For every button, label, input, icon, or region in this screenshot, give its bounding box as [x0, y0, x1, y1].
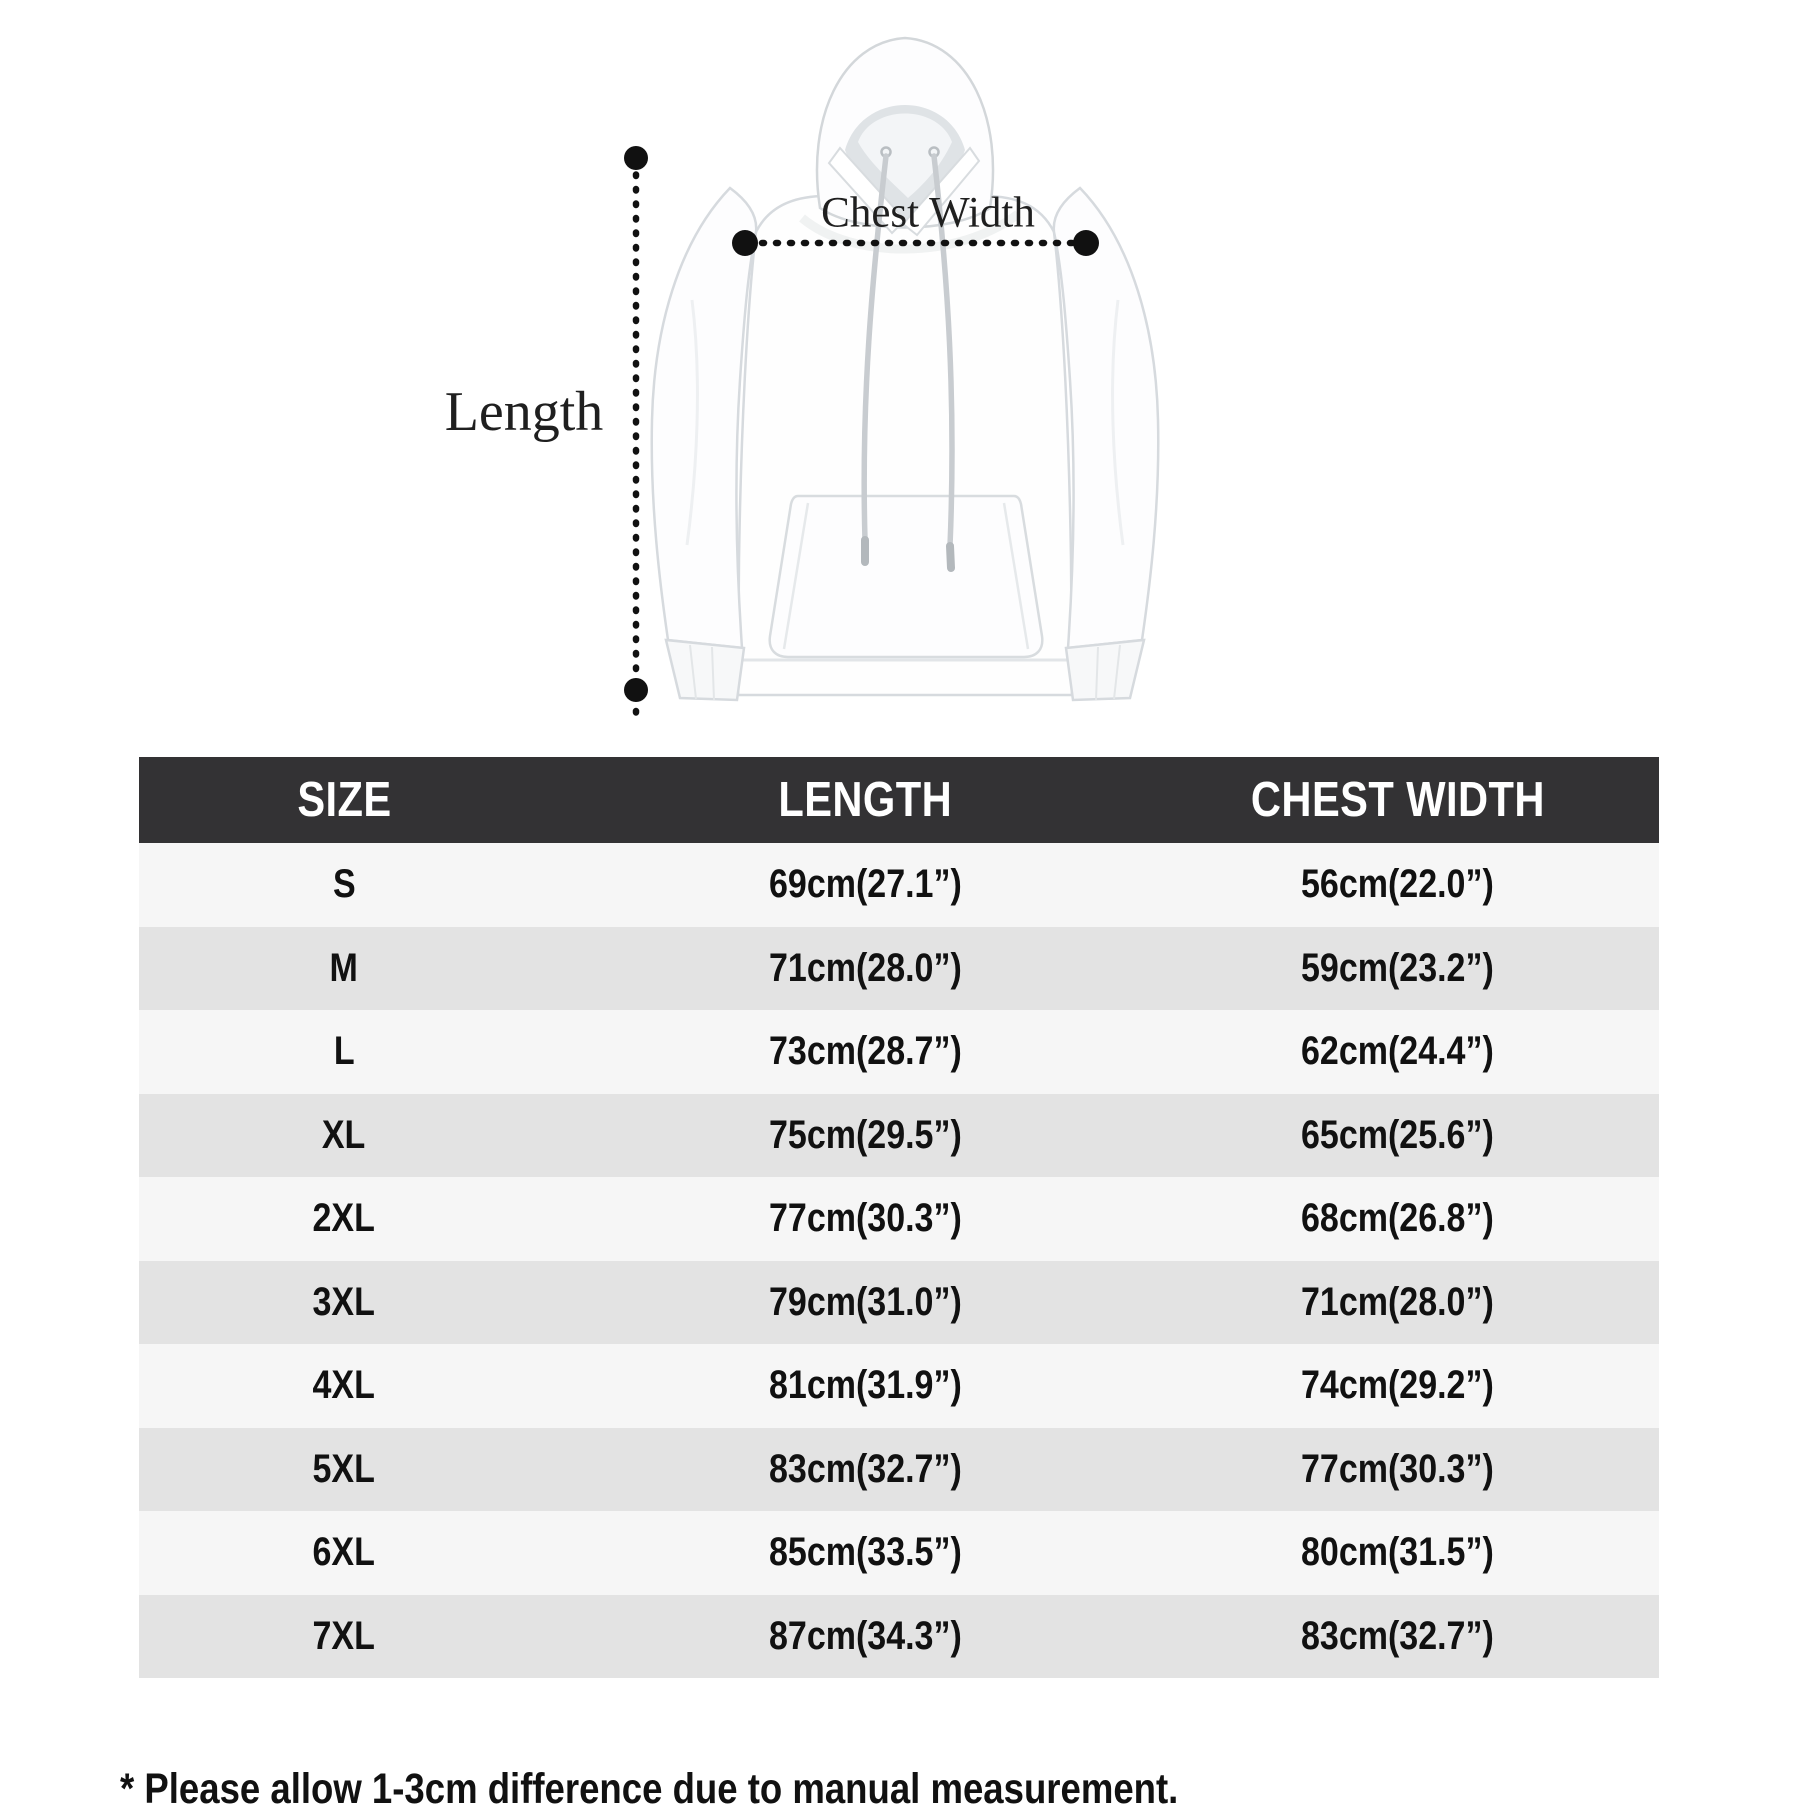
- length-cell: 73cm(28.7”): [769, 1029, 962, 1074]
- length-cell: 85cm(33.5”): [769, 1530, 962, 1575]
- chest-width-cell: 62cm(24.4”): [1301, 1029, 1494, 1074]
- length-cell: 79cm(31.0”): [769, 1279, 962, 1324]
- table-row: [139, 843, 1659, 927]
- chest-line-left-dot: [732, 230, 758, 256]
- table-row: [139, 1595, 1659, 1679]
- length-cell: 71cm(28.0”): [769, 945, 962, 990]
- table-row: [139, 1511, 1659, 1595]
- length-line-bottom-dot: [624, 678, 648, 702]
- size-cell: 6XL: [312, 1530, 376, 1575]
- hoodie-illustration: [0, 0, 1800, 760]
- size-cell: 7XL: [312, 1613, 376, 1658]
- left-cuff: [666, 640, 744, 700]
- chest-width-cell: 80cm(31.5”): [1301, 1530, 1494, 1575]
- size-cell: 5XL: [312, 1446, 376, 1491]
- table-row: [139, 1177, 1659, 1261]
- right-cuff: [1066, 640, 1144, 700]
- size-cell: M: [329, 945, 359, 990]
- measurement-disclaimer: * Please allow 1-3cm difference due to manual measurement.: [120, 1765, 1179, 1813]
- table-row: [139, 1428, 1659, 1512]
- chest-width-cell: 59cm(23.2”): [1301, 945, 1494, 990]
- length-line-top-dot: [624, 146, 648, 170]
- kangaroo-pocket: [770, 496, 1043, 657]
- chest-width-label: Chest Width: [821, 189, 1035, 237]
- length-cell: 77cm(30.3”): [769, 1196, 962, 1241]
- chest-line-right-dot: [1073, 230, 1099, 256]
- size-cell: 3XL: [312, 1279, 376, 1324]
- table-row: [139, 1010, 1659, 1094]
- table-row: [139, 1261, 1659, 1345]
- table-row: [139, 927, 1659, 1011]
- size-cell: XL: [322, 1112, 366, 1157]
- size-cell: L: [333, 1029, 355, 1074]
- length-cell: 87cm(34.3”): [769, 1613, 962, 1658]
- length-cell: 69cm(27.1”): [769, 862, 962, 907]
- table-row: [139, 1094, 1659, 1178]
- chest-width-cell: 77cm(30.3”): [1301, 1446, 1494, 1491]
- length-cell: 81cm(31.9”): [769, 1363, 962, 1408]
- chest-width-cell: 74cm(29.2”): [1301, 1363, 1494, 1408]
- length-cell: 83cm(32.7”): [769, 1446, 962, 1491]
- table-header: [139, 757, 1659, 843]
- table-row: [139, 1344, 1659, 1428]
- chest-width-column-header: CHEST WIDTH: [1250, 773, 1545, 827]
- size-cell: 2XL: [312, 1196, 376, 1241]
- chest-width-cell: 65cm(25.6”): [1301, 1112, 1494, 1157]
- length-cell: 75cm(29.5”): [769, 1112, 962, 1157]
- table-body: [139, 843, 1659, 1678]
- size-cell: 4XL: [312, 1363, 376, 1408]
- length-label: Length: [444, 381, 604, 443]
- chest-width-cell: 68cm(26.8”): [1301, 1196, 1494, 1241]
- chest-width-cell: 71cm(28.0”): [1301, 1279, 1494, 1324]
- length-column-header: LENGTH: [778, 773, 953, 827]
- size-chart-table: [139, 757, 1659, 1678]
- size-column-header: SIZE: [296, 773, 392, 827]
- size-guide-figure: [0, 0, 1800, 760]
- size-cell: S: [332, 862, 356, 907]
- chest-width-cell: 56cm(22.0”): [1301, 862, 1494, 907]
- chest-width-cell: 83cm(32.7”): [1301, 1613, 1494, 1658]
